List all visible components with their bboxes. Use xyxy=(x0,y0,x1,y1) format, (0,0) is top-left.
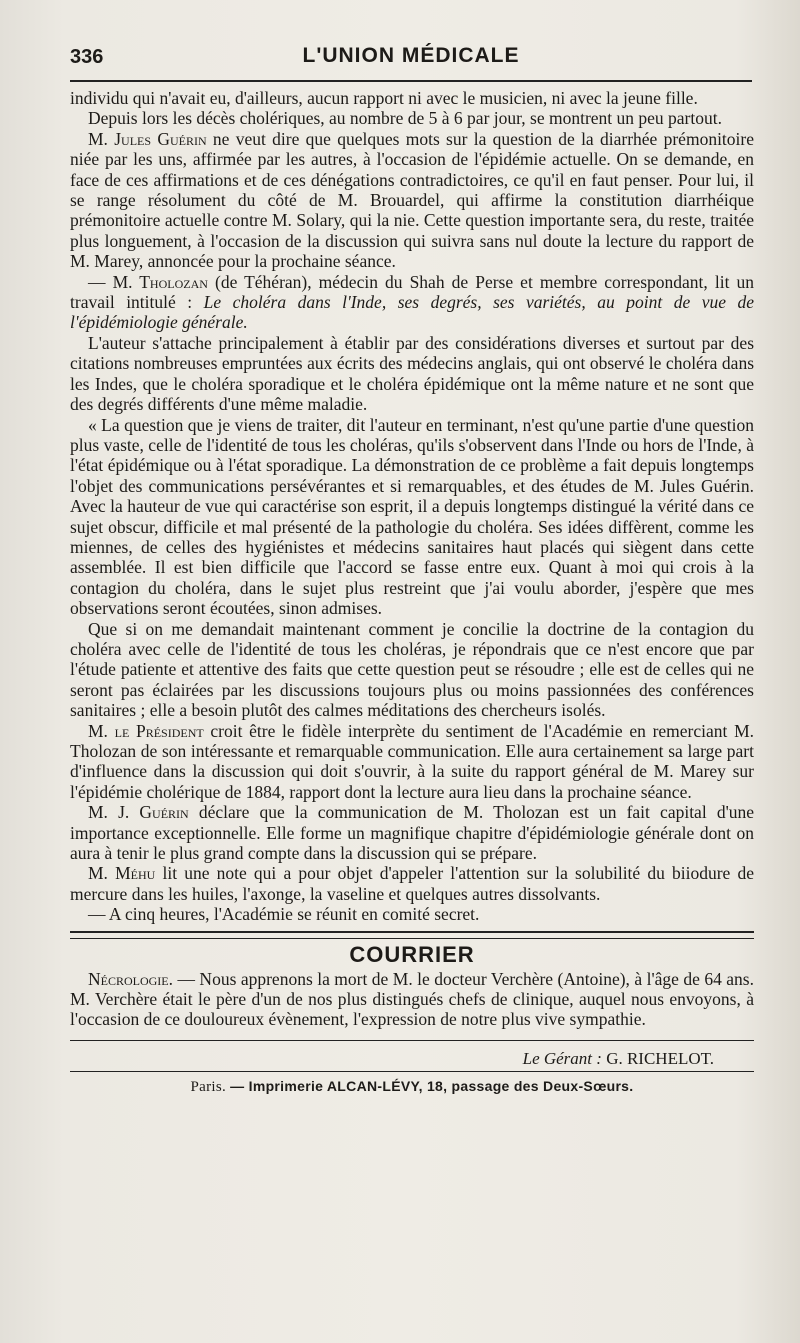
paragraph-text: L'auteur s'attache principalement à établir par des considérations diverses et surtout par des citations nombreuses empruntées aux écrits des médecins anglais, qui ont observé le choléra dans les Indes, que le choléra sporadique et le choléra épidémique ont la même nature et ne sont que des degrés différents d'une même maladie. xyxy=(70,332,754,415)
paragraph-quote xyxy=(70,415,754,619)
header-rule xyxy=(70,80,752,82)
paragraph-guerin xyxy=(70,129,754,272)
signature-name: G. RICHELOT. xyxy=(606,1048,714,1068)
paragraph-text: individu qui n'avait eu, d'ailleurs, aucun rapport ni avec le musicien, ni avec la jeune fille. xyxy=(70,88,698,108)
paragraph xyxy=(70,333,754,415)
work-title: Le choléra dans l'Inde, ses degrés, ses variétés, au point de vue de l'épidémiologie générale. xyxy=(70,292,755,333)
paragraph-text: croit être le fidèle interprète du sentiment de l'Académie en remerciant M. Tholozan de son intéressante et remarquable communication. Elle aura certainement sa large part d'influence dans la discussion qui doit s'ouvrir, à la suite du rapport général de M. Marey sur l'épidémie cholérique de 1884, rapport dont la lecture aura lieu dans la prochaine séance. xyxy=(70,720,754,802)
paragraph-text: ne veut dire que quelques mots sur la question de la diarrhée prémonitoire niée par les uns, affirmée par les autres, à l'occasion de l'épidémie actuelle. On se demande, en face de ces affirmations et de ces dénégations contradictoires, ce qu'il en faut penser. Pour lui, il se range résolument du côté de M. Brouardel, qui affirme la constitution diarrhéique prémonitoire actuelle contre M. Solary, qui la nie. Cette question importante sera, du reste, traitée plus longuement, à l'occasion de la discussion qui suivra sans nul doute la lecture du rapport de M. Marey, annoncée pour la prochaine séance. xyxy=(70,128,754,272)
paragraph xyxy=(70,904,754,924)
speaker-name: M. Jules Guérin xyxy=(88,128,207,149)
signature-label: Le Gérant : xyxy=(522,1048,602,1068)
paragraph xyxy=(70,88,754,108)
printer-city: Paris. xyxy=(190,1078,227,1095)
footer-rule-bottom xyxy=(70,1071,754,1072)
paragraph-tholozan xyxy=(70,272,754,333)
paragraph-text: lit une note qui a pour objet d'appeler l'attention sur la solubilité du biiodure de mercure dans les huiles, l'axonge, la vaseline et quelques autres dissolvants. xyxy=(70,863,754,904)
paragraph xyxy=(70,108,754,128)
paragraph xyxy=(70,619,754,721)
speaker-name: M. le Président xyxy=(88,720,204,741)
page-header xyxy=(70,40,752,76)
paragraph-text: Que si on me demandait maintenant comment je concilie la doctrine de la contagion du choléra avec celle de l'identité de tous les choléras, je répondrais que ce n'est encore que par l'étude patiente et attentive des faits que cette question peut se résoudre ; elle est de celles qui ne seront pas éclairées par les discussions toujours plus ou moins passionnées des conférences sanitaires ; elle a besoin plutôt des calmes méditations des chercheurs isolés. xyxy=(70,618,754,721)
paragraph-text: (de Téhéran), médecin du Shah de Perse et membre correspondant, lit un travail intitulé : xyxy=(70,271,754,313)
footer-rule xyxy=(70,1040,754,1041)
paragraph-mehu xyxy=(70,863,754,904)
paragraph-text: « La question que je viens de traiter, dit l'auteur en terminant, n'est qu'une partie d'une question plus vaste, celle de l'identité de tous les choléras, qu'ils s'observent dans l'Inde ou hors de l'Inde, à l'état épidémique ou à l'état sporadique. La démonstration de ce problème a fait depuis longtemps l'objet des communications persévérantes et si remarquables, et des études de M. Jules Guérin. Avec la hauteur de vue qui caractérise son esprit, il a depuis longtemps distingué la vérité dans ce sujet obscur, difficile et mal présenté de la pathologie du choléra. Ses idées diffèrent, comme les miennes, de celles des hygiénistes et médecins sanitaires haut placés qui siègent dans cette assemblée. Il est bien difficile que l'accord se fasse entre eux. Quant à moi qui crois à la contagion du choléra, dans le sujet plus restreint que j'ai voulu aborder, j'espère que mes observations seront écoutées, sinon admises. xyxy=(70,414,754,619)
printer-line xyxy=(70,1076,754,1097)
paragraph-text: — Nous apprenons la mort de M. le docteur Verchère (Antoine), à l'âge de 64 ans. M. Verchère était le père d'un de nos plus distingués chefs de clinique, auquel nous envoyons, à l'occasion de ce douloureux évènement, l'expression de notre plus vive sympathie. xyxy=(70,968,754,1030)
necrology-paragraph xyxy=(70,969,754,1030)
section-title: COURRIER xyxy=(349,941,475,967)
necrology-label: Nécrologie. xyxy=(88,968,174,989)
paragraph-text: — A cinq heures, l'Académie se réunit en comité secret. xyxy=(88,904,480,925)
paragraph-j-guerin xyxy=(70,802,754,863)
signature xyxy=(70,1049,754,1069)
section-divider xyxy=(70,931,754,939)
speaker-name: M. Méhu xyxy=(88,863,156,884)
paragraph-text: Depuis lors les décès cholériques, au nombre de 5 à 6 par jour, se montrent un peu partout. xyxy=(88,108,722,129)
page-number: 336 xyxy=(70,46,104,68)
printer-text: — Imprimerie ALCAN-LÉVY, 18, passage des Deux-Sœurs. xyxy=(230,1077,634,1094)
paragraph-president xyxy=(70,721,754,803)
speaker-name: M. J. Guérin xyxy=(88,802,189,823)
article-body xyxy=(70,88,754,1097)
paragraph-text: déclare que la communication de M. Tholozan est un fait capital d'une importance exceptionnelle. Elle forme un magnifique chapitre d'épidémiologie générale dont on aura à tenir le plus grand compte dans la discussion qui se prépare. xyxy=(70,802,755,864)
speaker-name: — M. Tholozan xyxy=(88,271,208,292)
running-title: L'UNION MÉDICALE xyxy=(302,44,520,67)
